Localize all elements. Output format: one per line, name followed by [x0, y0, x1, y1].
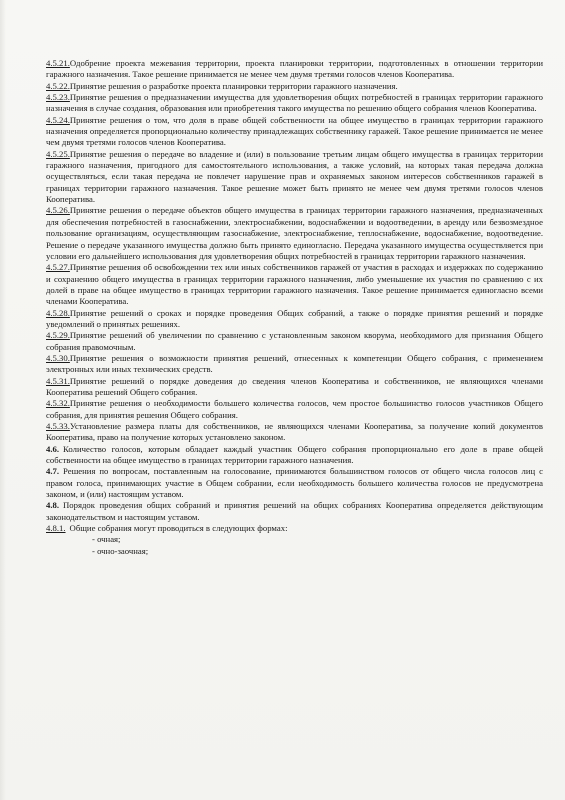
- clause-text: Принятие решения о возможности принятия решений, отнесенных к компетенции Общего собрания, с применением электронных или иных технических средств.: [46, 352, 543, 375]
- scan-edge: [0, 0, 6, 800]
- clause-text: Порядок проведения общих собраний и принятия решений на общих собраниях Кооператива определяется действующим законодательством и настоящим уставом.: [46, 500, 543, 522]
- clause-number: 4.5.31.: [46, 375, 70, 386]
- clause-text: Принятие решения о передаче во владение и (или) в пользование третьим лицам общего имущества в границах территории гаражного назначения, пригодного для самостоятельного использования, а также условий, на которых такая передача должна осуществляться, если такая передача не повлечет нарушение прав и охраняемых законом интересов собственников гаражей в границах территории гаражного назначения. Такое решение может быть принято не менее чем двумя третями голосов членов Кооператива.: [46, 148, 543, 205]
- clause-number: 4.5.29.: [46, 330, 70, 341]
- clause-number: 4.7.: [46, 466, 60, 477]
- clause-text: Принятие решений о сроках и порядке проведения Общих собраний, а также о порядке принятия решений и порядке уведомлений о принятых решениях.: [46, 307, 543, 329]
- form-option: - очная;: [92, 534, 121, 545]
- clause-4-5-27: [46, 262, 543, 307]
- clause-number: 4.5.25.: [46, 148, 70, 159]
- clause-4-5-31: [46, 376, 543, 399]
- clause-4-8: [46, 500, 543, 523]
- clause-number: 4.5.22.: [46, 80, 70, 91]
- clause-number: 4.5.30.: [46, 352, 70, 363]
- clause-4-5-32: [46, 398, 543, 421]
- clause-number: 4.5.28.: [46, 307, 70, 318]
- clause-4-5-26: [46, 205, 543, 262]
- clause-text: Принятие решения о передаче объектов общего имущества в границах территории гаражного назначения, предназначенных для обеспечения потребностей в газоснабжении, электроснабжении, водоснабжении и водоотведении, в аренду или безвозмездное пользование организациям, осуществляющим газоснабжение, электроснабжение, теплоснабжение, водоснабжение, водоотведение. Решение о передаче указанного имущества должно быть принято единогласно. Передача указанного имущества осуществляется при условии его дальнейшего использования для удовлетворения общих потребностей в границах территории гаражного назначения.: [46, 205, 543, 261]
- clause-4-8-1: [46, 523, 543, 534]
- clause-text: Одобрение проекта межевания территории, проекта планировки территории, подготовленных в отношении территории гаражного назначения. Такое решение принимается не менее чем двумя третями голосов членов Кооператива.: [46, 58, 543, 80]
- clause-text: Принятие решения о том, что доля в праве общей собственности на общее имущество в границах территории гаражного назначения определяется пропорционально количеству принадлежащих собственнику гаражей. Такое решение принимается не менее чем двумя третями голосов членов Кооператива.: [46, 114, 543, 148]
- clause-number: 4.8.1.: [46, 523, 66, 534]
- clause-text: Принятие решения о необходимости большего количества голосов, чем простое большинство голосов участников Общего собрания, для принятия решения Общего собрания.: [46, 398, 543, 420]
- clause-number: 4.5.24.: [46, 114, 70, 125]
- clause-text: Принятие решения о разработке проекта планировки территории гаражного назначения.: [69, 80, 398, 91]
- clause-4-5-23: [46, 92, 543, 115]
- clause-number: 4.5.23.: [46, 92, 70, 103]
- clause-text: Принятие решения о предназначении имущества для удовлетворения общих потребностей в границах территории гаражного назначения в случае создания, образования или приобретения такого имущества по решению общего собрания членов Кооператива.: [46, 92, 543, 114]
- clause-4-5-24: [46, 115, 543, 149]
- clause-4-7: [46, 466, 543, 500]
- clause-4-5-22: [46, 81, 543, 92]
- clause-number: 4.8.: [46, 500, 60, 511]
- document-body: [46, 58, 543, 557]
- clause-4-5-30: [46, 353, 543, 376]
- form-option: - очно-заочная;: [92, 545, 149, 556]
- clause-4-5-28: [46, 308, 543, 331]
- clause-4-5-29: [46, 330, 543, 353]
- clause-text: Решения по вопросам, поставленным на голосование, принимаются большинством голосов от общего числа голосов лиц с правом голоса, принимающих участие в Общем собрании, если необходимость большего количества голосов не предусмотрена законом, и (или) настоящим уставом.: [46, 466, 543, 500]
- clause-text: Установление размера платы для собственников, не являющихся членами Кооператива, за получение копий документов Кооператива, право на получение которых установлено законом.: [46, 421, 543, 443]
- clause-text: Принятие решения об освобождении тех или иных собственников гаражей от участия в расходах и издержках по содержанию и сохранению общего имущества в границах территории гаражного назначения, либо уменьшение их участия по сравнению с их долей в праве на общее имущество в границах территории гаражного назначения. Такое решение принимается единогласно всеми членами Кооператива.: [46, 262, 543, 307]
- clause-number: 4.5.32.: [46, 398, 70, 409]
- clause-number: 4.5.26.: [46, 205, 70, 216]
- clause-text: Принятие решений о порядке доведения до сведения членов Кооператива и собственников, не являющихся членами Кооператива решений Общего собрания.: [46, 375, 543, 397]
- clause-4-6: [46, 444, 543, 467]
- clause-4-5-25: [46, 149, 543, 206]
- clause-number: 4.5.27.: [46, 262, 70, 273]
- clause-number: 4.5.21.: [46, 58, 70, 68]
- clause-text: Количество голосов, которым обладает каждый участник Общего собрания пропорционально его доле в праве общей собственности на общее имущество в границах территории гаражного назначения.: [46, 443, 543, 466]
- clause-text: Общие собрания могут проводиться в следующих формах:: [69, 523, 288, 534]
- clause-number: 4.5.33.: [46, 421, 70, 431]
- clause-text: Принятие решений об увеличении по сравнению с установленным законом кворума, необходимого для признания Общего собрания правомочным.: [46, 330, 543, 352]
- clause-4-5-33: [46, 421, 543, 444]
- clause-4-5-21: [46, 58, 543, 81]
- clause-number: 4.6.: [46, 443, 60, 454]
